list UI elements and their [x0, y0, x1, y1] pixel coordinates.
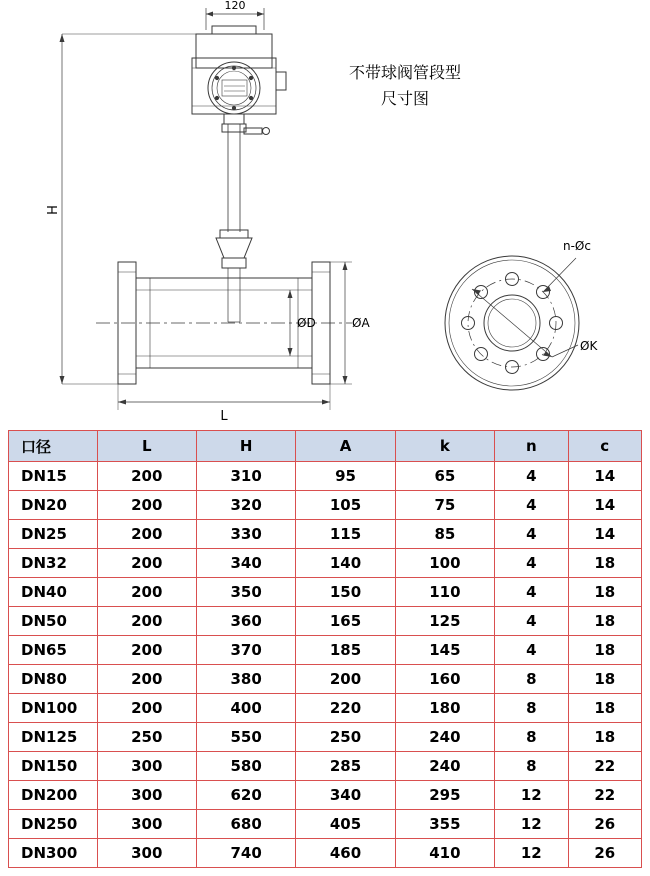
cell-value: 320 — [196, 491, 295, 520]
cell-value: 550 — [196, 723, 295, 752]
cell-value: 295 — [395, 781, 494, 810]
cell-value: 330 — [196, 520, 295, 549]
table-row — [9, 462, 642, 491]
cell-value: 400 — [196, 694, 295, 723]
cell-value: 105 — [296, 491, 395, 520]
cell-value: 8 — [495, 694, 568, 723]
cell-caliber: DN300 — [9, 839, 98, 868]
drawing-title — [300, 60, 510, 112]
cell-caliber: DN150 — [9, 752, 98, 781]
l-dimension — [118, 384, 330, 410]
cell-value: 200 — [97, 607, 196, 636]
cell-caliber: DN40 — [9, 578, 98, 607]
cell-value: 8 — [495, 723, 568, 752]
cell-value: 200 — [296, 665, 395, 694]
cell-value: 145 — [395, 636, 494, 665]
table-row — [9, 810, 642, 839]
column-header-n: n — [495, 431, 568, 462]
cell-value: 620 — [196, 781, 295, 810]
cell-value: 240 — [395, 752, 494, 781]
drawing-title-line1: 不带球阀管段型 — [348, 63, 461, 82]
cell-value: 340 — [296, 781, 395, 810]
label-bolt-holes: n-Øc — [563, 239, 591, 253]
cell-value: 250 — [97, 723, 196, 752]
cell-value: 220 — [296, 694, 395, 723]
transmitter-housing — [192, 26, 286, 114]
cell-value: 350 — [196, 578, 295, 607]
cell-value: 380 — [196, 665, 295, 694]
column-header-caliber: 口径 — [9, 431, 98, 462]
cell-value: 740 — [196, 839, 295, 868]
cell-value: 300 — [97, 752, 196, 781]
cell-value: 125 — [395, 607, 494, 636]
cell-value: 200 — [97, 578, 196, 607]
cell-value: 75 — [395, 491, 494, 520]
table-row — [9, 491, 642, 520]
cell-value: 285 — [296, 752, 395, 781]
cell-value: 200 — [97, 462, 196, 491]
cell-value: 4 — [495, 636, 568, 665]
cell-value: 85 — [395, 520, 494, 549]
cell-caliber: DN32 — [9, 549, 98, 578]
cell-value: 18 — [568, 723, 641, 752]
cell-value: 14 — [568, 520, 641, 549]
drawing-title-line2: 尺寸图 — [380, 89, 429, 108]
cell-value: 355 — [395, 810, 494, 839]
dimension-drawing — [0, 0, 650, 430]
stem-assembly — [216, 114, 270, 268]
cell-value: 340 — [196, 549, 295, 578]
cell-value: 4 — [495, 578, 568, 607]
cell-value: 115 — [296, 520, 395, 549]
label-height: H — [46, 205, 61, 215]
cell-value: 4 — [495, 491, 568, 520]
cell-value: 12 — [495, 810, 568, 839]
cell-value: 140 — [296, 549, 395, 578]
cell-value: 14 — [568, 491, 641, 520]
cell-value: 460 — [296, 839, 395, 868]
cell-caliber: DN20 — [9, 491, 98, 520]
cell-value: 300 — [97, 839, 196, 868]
table-header-row — [9, 431, 642, 462]
cell-value: 150 — [296, 578, 395, 607]
cell-value: 580 — [196, 752, 295, 781]
cell-value: 18 — [568, 636, 641, 665]
cell-value: 12 — [495, 781, 568, 810]
column-header-l: L — [97, 431, 196, 462]
cell-caliber: DN80 — [9, 665, 98, 694]
cell-value: 680 — [196, 810, 295, 839]
cell-value: 165 — [296, 607, 395, 636]
label-flange-diameter: ØA — [352, 316, 370, 330]
cell-value: 180 — [395, 694, 494, 723]
cell-value: 26 — [568, 810, 641, 839]
cell-value: 4 — [495, 607, 568, 636]
cell-value: 405 — [296, 810, 395, 839]
table-row — [9, 839, 642, 868]
cell-value: 185 — [296, 636, 395, 665]
cell-value: 8 — [495, 752, 568, 781]
table-row — [9, 520, 642, 549]
table-row — [9, 578, 642, 607]
cell-value: 22 — [568, 781, 641, 810]
cell-caliber: DN125 — [9, 723, 98, 752]
table-row — [9, 781, 642, 810]
table-row — [9, 665, 642, 694]
cell-value: 200 — [97, 636, 196, 665]
table-row — [9, 723, 642, 752]
cell-value: 8 — [495, 665, 568, 694]
column-header-h: H — [196, 431, 295, 462]
table-row — [9, 549, 642, 578]
cell-value: 95 — [296, 462, 395, 491]
table-row — [9, 752, 642, 781]
cell-value: 4 — [495, 549, 568, 578]
cell-caliber: DN100 — [9, 694, 98, 723]
cell-value: 4 — [495, 462, 568, 491]
cell-value: 200 — [97, 520, 196, 549]
cell-value: 370 — [196, 636, 295, 665]
column-header-c: c — [568, 431, 641, 462]
cell-value: 240 — [395, 723, 494, 752]
cell-caliber: DN65 — [9, 636, 98, 665]
cell-value: 300 — [97, 781, 196, 810]
label-bolt-circle: ØK — [580, 339, 598, 353]
flange-face-view — [445, 256, 579, 390]
column-header-k: k — [395, 431, 494, 462]
cell-value: 110 — [395, 578, 494, 607]
cell-value: 14 — [568, 462, 641, 491]
table-row — [9, 636, 642, 665]
label-bore-diameter: ØD — [297, 316, 316, 330]
cell-value: 310 — [196, 462, 295, 491]
cell-value: 200 — [97, 549, 196, 578]
specification-table — [8, 430, 642, 868]
cell-value: 100 — [395, 549, 494, 578]
cell-value: 12 — [495, 839, 568, 868]
cell-caliber: DN250 — [9, 810, 98, 839]
cell-value: 22 — [568, 752, 641, 781]
cell-value: 410 — [395, 839, 494, 868]
cell-value: 360 — [196, 607, 295, 636]
cell-value: 250 — [296, 723, 395, 752]
h-dimension — [60, 34, 197, 384]
cell-value: 200 — [97, 694, 196, 723]
cell-value: 65 — [395, 462, 494, 491]
cell-value: 18 — [568, 578, 641, 607]
cell-value: 300 — [97, 810, 196, 839]
cell-value: 200 — [97, 491, 196, 520]
cell-caliber: DN200 — [9, 781, 98, 810]
cell-value: 18 — [568, 665, 641, 694]
table-row — [9, 694, 642, 723]
cell-value: 4 — [495, 520, 568, 549]
table-row — [9, 607, 642, 636]
cell-caliber: DN50 — [9, 607, 98, 636]
column-header-a: A — [296, 431, 395, 462]
cell-value: 26 — [568, 839, 641, 868]
cell-caliber: DN25 — [9, 520, 98, 549]
cell-value: 160 — [395, 665, 494, 694]
cell-caliber: DN15 — [9, 462, 98, 491]
label-length: L — [220, 409, 228, 424]
cell-value: 18 — [568, 549, 641, 578]
cell-value: 18 — [568, 694, 641, 723]
cell-value: 18 — [568, 607, 641, 636]
label-top-width: 120 — [224, 0, 246, 12]
cell-value: 200 — [97, 665, 196, 694]
